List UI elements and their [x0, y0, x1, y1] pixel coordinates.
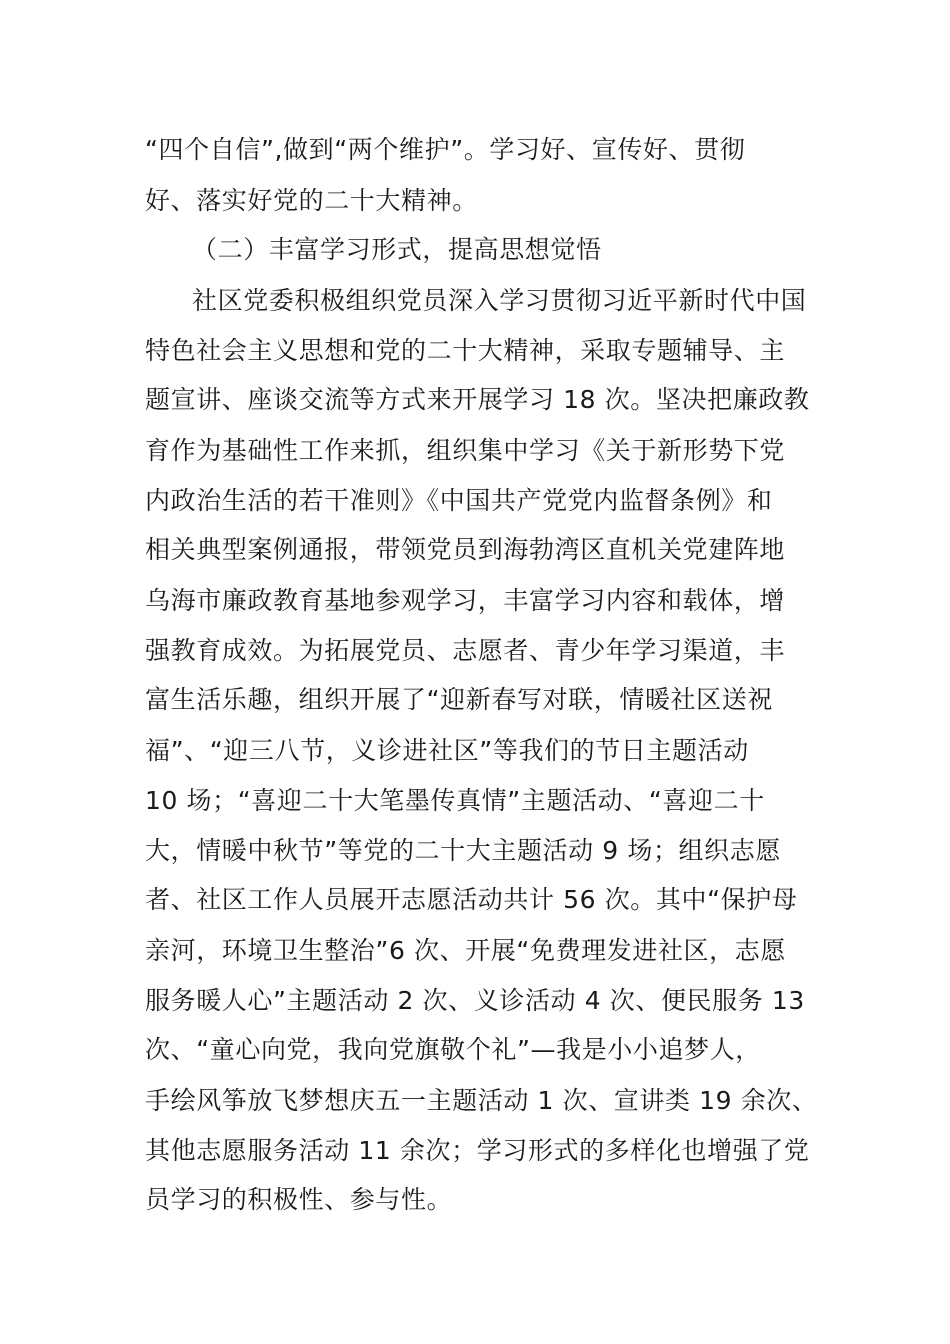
text-line: 手绘风筝放飞梦想庆五一主题活动 1 次、宣讲类 19 余次、	[145, 1086, 818, 1115]
text-line: 题宣讲、座谈交流等方式来开展学习 18 次。坚决把廉政教	[145, 385, 810, 414]
text-line: 次、“童心向党，我向党旗敬个礼”—我是小小追梦人，	[145, 1035, 761, 1064]
text-line: “四个自信”,做到“两个维护”。学习好、宣传好、贯彻	[145, 135, 746, 164]
text-line: 相关典型案例通报，带领党员到海勃湾区直机关党建阵地	[145, 535, 786, 564]
text-line: 好、落实好党的二十大精神。	[145, 186, 478, 215]
text-line: 强教育成效。为拓展党员、志愿者、青少年学习渠道，丰	[145, 636, 786, 665]
paragraph-first-line: 社区党委积极组织党员深入学习贯彻习近平新时代中国	[192, 286, 807, 315]
text-line: 大，情暖中秋节”等党的二十大主题活动 9 场；组织志愿	[145, 836, 781, 865]
text-line: 者、社区工作人员展开志愿活动共计 56 次。其中“保护母	[145, 885, 798, 914]
text-line: 员学习的积极性、参与性。	[145, 1185, 453, 1214]
text-line: 内政治生活的若干准则》《中国共产党党内监督条例》和	[145, 486, 773, 515]
text-line: 富生活乐趣，组织开展了“迎新春写对联，情暖社区送祝	[145, 685, 773, 714]
section-heading: （二）丰富学习形式，提高思想觉悟	[192, 235, 602, 264]
text-line: 乌海市廉政教育基地参观学习，丰富学习内容和载体，增	[145, 586, 786, 615]
text-line: 特色社会主义思想和党的二十大精神，采取专题辅导、主	[145, 336, 786, 365]
text-line: 10 场；“喜迎二十大笔墨传真情”主题活动、“喜迎二十	[145, 786, 765, 815]
text-line: 福”、“迎三八节，义诊进社区”等我们的节日主题活动	[145, 736, 749, 765]
text-line: 育作为基础性工作来抓，组织集中学习《关于新形势下党	[145, 436, 786, 465]
text-line: 服务暖人心”主题活动 2 次、义诊活动 4 次、便民服务 13	[145, 986, 805, 1015]
text-line: 亲河，环境卫生整治”6 次、开展“免费理发进社区，志愿	[145, 936, 786, 965]
text-line: 其他志愿服务活动 11 余次；学习形式的多样化也增强了党	[145, 1136, 810, 1165]
